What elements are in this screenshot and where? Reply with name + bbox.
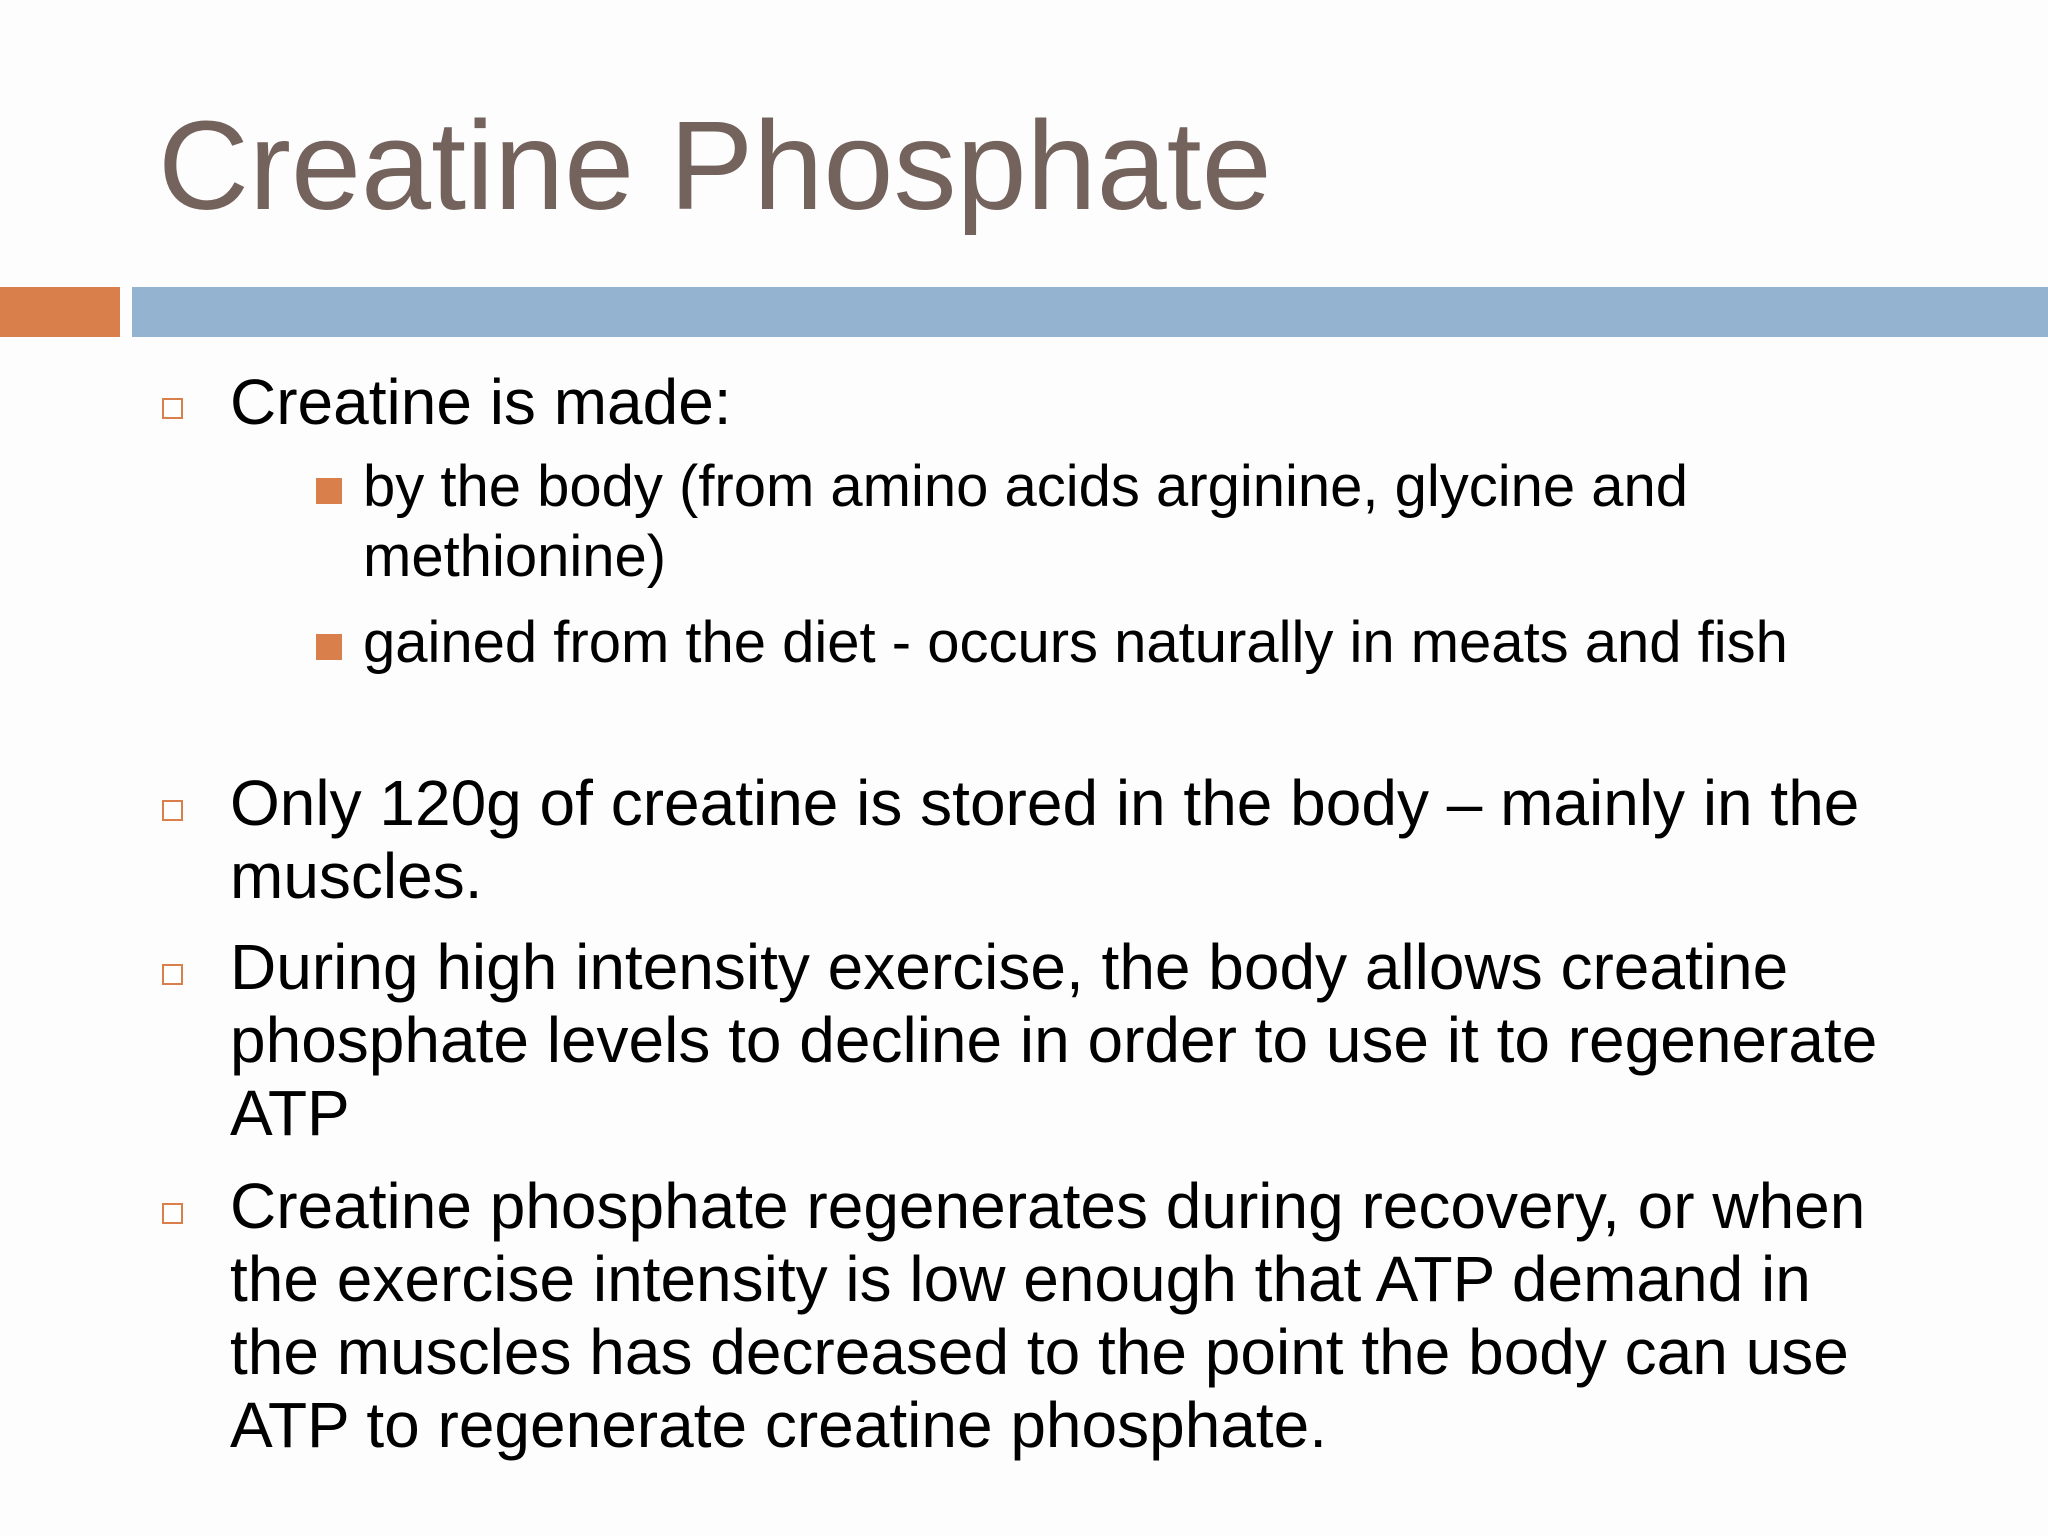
title-rule-accent (0, 287, 120, 337)
bullet-text: Only 120g of creatine is stored in the body – mainly in the muscles. (230, 767, 1860, 912)
sub-bullet-text: gained from the diet - occurs naturally in meats and fish (363, 610, 1788, 675)
square-bullet-icon (316, 634, 342, 660)
title-rule (132, 287, 2048, 337)
sub-bullet-text: by the body (from amino acids arginine, glycine and methionine) (363, 454, 1689, 589)
square-bullet-icon (316, 478, 342, 504)
box-bullet-icon (162, 964, 183, 985)
bullet-text: Creatine phosphate regenerates during recovery, or when the exercise intensity is low enough that ATP demand in the muscles has decreased to the point the body can use ATP to regenerate creatine phosphate. (230, 1170, 1866, 1461)
box-bullet-icon (162, 800, 183, 821)
box-bullet-icon (162, 398, 183, 419)
bullet-text: During high intensity exercise, the body allows creatine phosphate levels to decline in order to use it to regenerate ATP (230, 931, 1878, 1149)
slide-title: Creatine Phosphate (158, 95, 1272, 236)
box-bullet-icon (162, 1203, 183, 1224)
bullet-text: Creatine is made: (230, 366, 732, 438)
